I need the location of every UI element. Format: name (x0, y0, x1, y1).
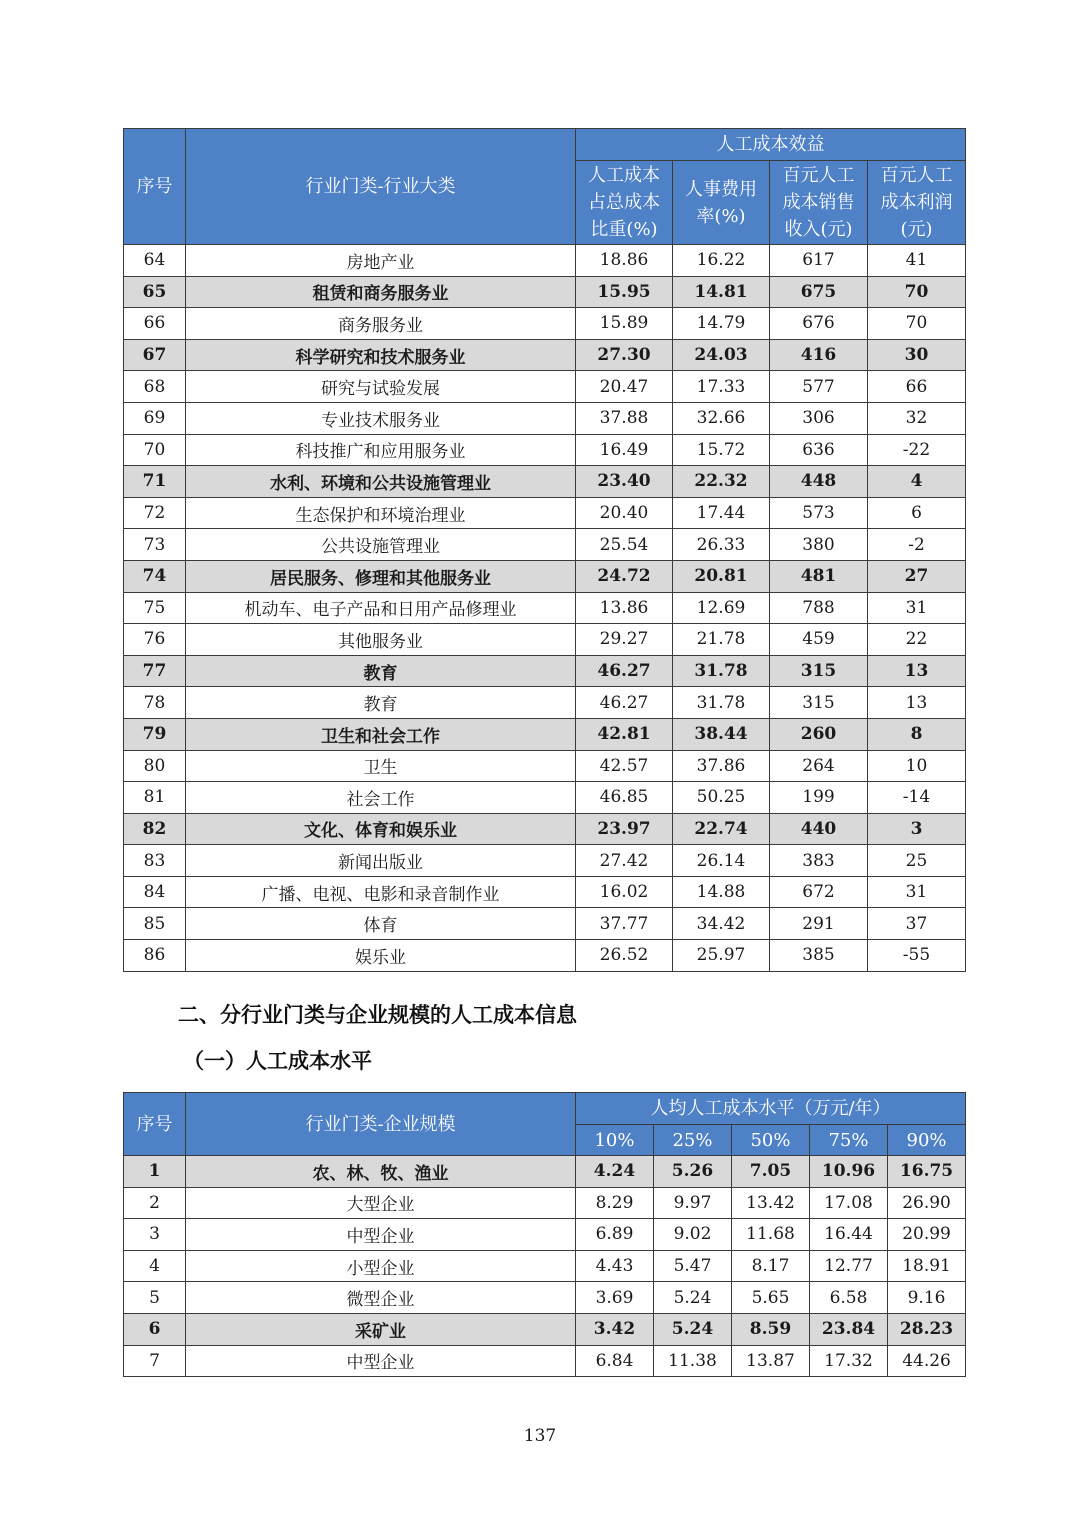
row-seq: 5 (124, 1282, 186, 1314)
table-row (124, 813, 966, 845)
row-value-v3: 448 (770, 466, 868, 498)
table-row (124, 1250, 966, 1282)
row-seq: 66 (124, 308, 186, 340)
row-value-v1: 4.24 (576, 1156, 654, 1188)
row-value-v3: 459 (770, 624, 868, 656)
table-row (124, 750, 966, 782)
row-value-v2: 37.86 (673, 750, 770, 782)
table-row (124, 718, 966, 750)
row-value-v4: 25 (868, 845, 966, 877)
row-seq: 7 (124, 1345, 186, 1377)
row-value-v3: 306 (770, 402, 868, 434)
row-industry: 教育 (186, 655, 576, 687)
row-value-v3: 440 (770, 813, 868, 845)
row-value-v5: 28.23 (888, 1313, 966, 1345)
row-value-v5: 20.99 (888, 1219, 966, 1251)
table-row (124, 592, 966, 624)
row-value-v4: 23.84 (810, 1313, 888, 1345)
row-value-v3: 481 (770, 560, 868, 592)
row-industry: 农、林、牧、渔业 (186, 1156, 576, 1188)
row-value-v3: 636 (770, 434, 868, 466)
row-value-v5: 18.91 (888, 1250, 966, 1282)
row-value-v3: 573 (770, 497, 868, 529)
row-value-v3: 380 (770, 529, 868, 561)
row-value-v1: 46.27 (576, 687, 673, 719)
row-industry: 生态保护和环境治理业 (186, 497, 576, 529)
row-value-v4: 22 (868, 624, 966, 656)
row-industry: 公共设施管理业 (186, 529, 576, 561)
row-value-v3: 315 (770, 655, 868, 687)
row-value-v2: 38.44 (673, 718, 770, 750)
header-col-1: 人工成本占总成本比重(%) (576, 161, 673, 245)
row-seq: 70 (124, 434, 186, 466)
row-value-v1: 20.47 (576, 371, 673, 403)
row-industry: 中型企业 (186, 1345, 576, 1377)
row-value-v2: 11.38 (654, 1345, 732, 1377)
row-value-v2: 31.78 (673, 687, 770, 719)
row-value-v3: 8.17 (732, 1250, 810, 1282)
header-col-4: 75% (810, 1125, 888, 1156)
header-seq: 序号 (124, 129, 186, 245)
header-col-3: 50% (732, 1125, 810, 1156)
row-industry: 微型企业 (186, 1282, 576, 1314)
header-group: 人均人工成本水平（万元/年） (576, 1093, 966, 1125)
row-seq: 71 (124, 466, 186, 498)
row-seq: 69 (124, 402, 186, 434)
row-value-v4: 70 (868, 276, 966, 308)
row-industry: 其他服务业 (186, 624, 576, 656)
row-value-v1: 3.69 (576, 1282, 654, 1314)
table-row (124, 276, 966, 308)
row-value-v2: 5.24 (654, 1282, 732, 1314)
row-value-v3: 416 (770, 339, 868, 371)
row-value-v2: 14.79 (673, 308, 770, 340)
row-value-v2: 22.74 (673, 813, 770, 845)
row-value-v3: 13.87 (732, 1345, 810, 1377)
row-value-v3: 315 (770, 687, 868, 719)
row-seq: 85 (124, 908, 186, 940)
row-seq: 77 (124, 655, 186, 687)
row-value-v4: 30 (868, 339, 966, 371)
row-industry: 科学研究和技术服务业 (186, 339, 576, 371)
row-value-v2: 5.47 (654, 1250, 732, 1282)
row-seq: 75 (124, 592, 186, 624)
row-value-v4: 3 (868, 813, 966, 845)
row-value-v3: 577 (770, 371, 868, 403)
row-value-v2: 9.02 (654, 1219, 732, 1251)
row-value-v3: 11.68 (732, 1219, 810, 1251)
row-value-v1: 42.81 (576, 718, 673, 750)
row-value-v4: 6 (868, 497, 966, 529)
table-row (124, 339, 966, 371)
row-industry: 文化、体育和娱乐业 (186, 813, 576, 845)
table-row (124, 466, 966, 498)
row-value-v4: -55 (868, 940, 966, 972)
row-value-v4: 37 (868, 908, 966, 940)
row-value-v1: 26.52 (576, 940, 673, 972)
row-value-v3: 383 (770, 845, 868, 877)
row-value-v1: 37.88 (576, 402, 673, 434)
row-industry: 卫生和社会工作 (186, 718, 576, 750)
table-row (124, 1345, 966, 1377)
row-value-v4: -14 (868, 782, 966, 814)
row-value-v1: 16.49 (576, 434, 673, 466)
row-value-v2: 15.72 (673, 434, 770, 466)
header-col-3: 百元人工成本销售收入(元) (770, 161, 868, 245)
row-value-v4: 27 (868, 560, 966, 592)
row-value-v2: 31.78 (673, 655, 770, 687)
row-value-v1: 27.42 (576, 845, 673, 877)
row-value-v1: 25.54 (576, 529, 673, 561)
row-seq: 83 (124, 845, 186, 877)
row-value-v3: 13.42 (732, 1187, 810, 1219)
row-value-v1: 4.43 (576, 1250, 654, 1282)
table-row (124, 434, 966, 466)
row-value-v5: 16.75 (888, 1156, 966, 1188)
table-row (124, 402, 966, 434)
header-group: 人工成本效益 (576, 129, 966, 161)
row-value-v3: 291 (770, 908, 868, 940)
row-value-v4: 17.32 (810, 1345, 888, 1377)
row-value-v4: 31 (868, 876, 966, 908)
row-seq: 65 (124, 276, 186, 308)
row-industry: 专业技术服务业 (186, 402, 576, 434)
row-seq: 73 (124, 529, 186, 561)
row-seq: 4 (124, 1250, 186, 1282)
row-industry: 居民服务、修理和其他服务业 (186, 560, 576, 592)
row-value-v1: 13.86 (576, 592, 673, 624)
row-value-v2: 21.78 (673, 624, 770, 656)
header-industry: 行业门类-行业大类 (186, 129, 576, 245)
row-value-v3: 788 (770, 592, 868, 624)
row-seq: 81 (124, 782, 186, 814)
row-industry: 教育 (186, 687, 576, 719)
row-value-v4: 32 (868, 402, 966, 434)
row-seq: 72 (124, 497, 186, 529)
row-value-v2: 26.14 (673, 845, 770, 877)
row-industry: 机动车、电子产品和日用产品修理业 (186, 592, 576, 624)
row-value-v2: 25.97 (673, 940, 770, 972)
table-row (124, 1187, 966, 1219)
row-value-v1: 6.89 (576, 1219, 654, 1251)
table-row (124, 876, 966, 908)
row-value-v2: 50.25 (673, 782, 770, 814)
row-value-v5: 44.26 (888, 1345, 966, 1377)
row-value-v1: 29.27 (576, 624, 673, 656)
row-value-v4: -22 (868, 434, 966, 466)
header-col-1: 10% (576, 1125, 654, 1156)
row-value-v1: 15.89 (576, 308, 673, 340)
row-value-v2: 12.69 (673, 592, 770, 624)
row-value-v3: 7.05 (732, 1156, 810, 1188)
row-value-v3: 617 (770, 245, 868, 277)
row-value-v1: 42.57 (576, 750, 673, 782)
header-industry: 行业门类-企业规模 (186, 1093, 576, 1156)
row-value-v3: 676 (770, 308, 868, 340)
table-row (124, 845, 966, 877)
row-value-v3: 5.65 (732, 1282, 810, 1314)
row-seq: 67 (124, 339, 186, 371)
row-seq: 64 (124, 245, 186, 277)
row-value-v5: 26.90 (888, 1187, 966, 1219)
table-row (124, 782, 966, 814)
row-industry: 大型企业 (186, 1187, 576, 1219)
row-value-v2: 17.33 (673, 371, 770, 403)
header-seq: 序号 (124, 1093, 186, 1156)
row-industry: 新闻出版业 (186, 845, 576, 877)
row-seq: 78 (124, 687, 186, 719)
row-value-v4: 10.96 (810, 1156, 888, 1188)
row-value-v4: 4 (868, 466, 966, 498)
table-row (124, 1219, 966, 1251)
row-industry: 小型企业 (186, 1250, 576, 1282)
row-seq: 68 (124, 371, 186, 403)
row-value-v1: 37.77 (576, 908, 673, 940)
labor-cost-efficiency-table (123, 128, 966, 972)
row-value-v4: 66 (868, 371, 966, 403)
row-value-v1: 46.85 (576, 782, 673, 814)
row-value-v4: 31 (868, 592, 966, 624)
row-value-v4: 17.08 (810, 1187, 888, 1219)
row-value-v4: 70 (868, 308, 966, 340)
row-value-v4: 6.58 (810, 1282, 888, 1314)
table-row (124, 1282, 966, 1314)
row-value-v4: 13 (868, 687, 966, 719)
labor-cost-level-table (123, 1092, 966, 1377)
row-value-v1: 46.27 (576, 655, 673, 687)
header-col-4: 百元人工成本利润(元) (868, 161, 966, 245)
page-number: 137 (523, 1426, 557, 1446)
row-value-v1: 16.02 (576, 876, 673, 908)
row-seq: 76 (124, 624, 186, 656)
row-value-v3: 199 (770, 782, 868, 814)
row-value-v3: 8.59 (732, 1313, 810, 1345)
table-row (124, 655, 966, 687)
table-row (124, 308, 966, 340)
row-industry: 广播、电视、电影和录音制作业 (186, 876, 576, 908)
row-value-v2: 32.66 (673, 402, 770, 434)
header-col-2: 25% (654, 1125, 732, 1156)
row-seq: 80 (124, 750, 186, 782)
table-row (124, 560, 966, 592)
row-value-v2: 24.03 (673, 339, 770, 371)
row-value-v2: 34.42 (673, 908, 770, 940)
table-row (124, 1313, 966, 1345)
header-col-5: 90% (888, 1125, 966, 1156)
row-value-v1: 27.30 (576, 339, 673, 371)
table-row (124, 940, 966, 972)
row-value-v3: 260 (770, 718, 868, 750)
row-value-v4: 12.77 (810, 1250, 888, 1282)
subsection-title: （一）人工成本水平 (183, 1049, 372, 1073)
row-value-v1: 6.84 (576, 1345, 654, 1377)
row-industry: 娱乐业 (186, 940, 576, 972)
row-seq: 6 (124, 1313, 186, 1345)
row-value-v2: 22.32 (673, 466, 770, 498)
row-value-v5: 9.16 (888, 1282, 966, 1314)
row-value-v1: 23.40 (576, 466, 673, 498)
row-industry: 社会工作 (186, 782, 576, 814)
row-value-v1: 18.86 (576, 245, 673, 277)
row-industry: 采矿业 (186, 1313, 576, 1345)
row-seq: 82 (124, 813, 186, 845)
row-industry: 房地产业 (186, 245, 576, 277)
row-seq: 1 (124, 1156, 186, 1188)
row-seq: 2 (124, 1187, 186, 1219)
row-value-v4: 8 (868, 718, 966, 750)
row-value-v3: 264 (770, 750, 868, 782)
row-value-v4: 10 (868, 750, 966, 782)
row-industry: 中型企业 (186, 1219, 576, 1251)
row-value-v2: 26.33 (673, 529, 770, 561)
row-seq: 86 (124, 940, 186, 972)
table-row (124, 1156, 966, 1188)
row-value-v1: 24.72 (576, 560, 673, 592)
row-value-v1: 23.97 (576, 813, 673, 845)
header-col-2: 人事费用率(%) (673, 161, 770, 245)
table-row (124, 687, 966, 719)
section-title: 二、分行业门类与企业规模的人工成本信息 (178, 1003, 577, 1027)
row-seq: 3 (124, 1219, 186, 1251)
row-value-v2: 16.22 (673, 245, 770, 277)
row-value-v1: 3.42 (576, 1313, 654, 1345)
row-industry: 租赁和商务服务业 (186, 276, 576, 308)
row-value-v1: 8.29 (576, 1187, 654, 1219)
row-value-v2: 9.97 (654, 1187, 732, 1219)
row-value-v4: 13 (868, 655, 966, 687)
row-value-v2: 20.81 (673, 560, 770, 592)
row-industry: 卫生 (186, 750, 576, 782)
row-value-v2: 14.81 (673, 276, 770, 308)
row-value-v4: 41 (868, 245, 966, 277)
row-industry: 水利、环境和公共设施管理业 (186, 466, 576, 498)
row-value-v3: 385 (770, 940, 868, 972)
row-value-v3: 675 (770, 276, 868, 308)
row-value-v2: 5.26 (654, 1156, 732, 1188)
row-seq: 74 (124, 560, 186, 592)
table-row (124, 497, 966, 529)
table-row (124, 624, 966, 656)
row-value-v4: -2 (868, 529, 966, 561)
table-row (124, 529, 966, 561)
row-industry: 研究与试验发展 (186, 371, 576, 403)
table-row (124, 908, 966, 940)
row-seq: 79 (124, 718, 186, 750)
row-value-v4: 16.44 (810, 1219, 888, 1251)
row-industry: 体育 (186, 908, 576, 940)
row-value-v2: 5.24 (654, 1313, 732, 1345)
row-value-v1: 20.40 (576, 497, 673, 529)
row-seq: 84 (124, 876, 186, 908)
row-value-v3: 672 (770, 876, 868, 908)
table-row (124, 371, 966, 403)
row-industry: 商务服务业 (186, 308, 576, 340)
row-value-v2: 17.44 (673, 497, 770, 529)
row-value-v2: 14.88 (673, 876, 770, 908)
table-row (124, 245, 966, 277)
row-industry: 科技推广和应用服务业 (186, 434, 576, 466)
row-value-v1: 15.95 (576, 276, 673, 308)
